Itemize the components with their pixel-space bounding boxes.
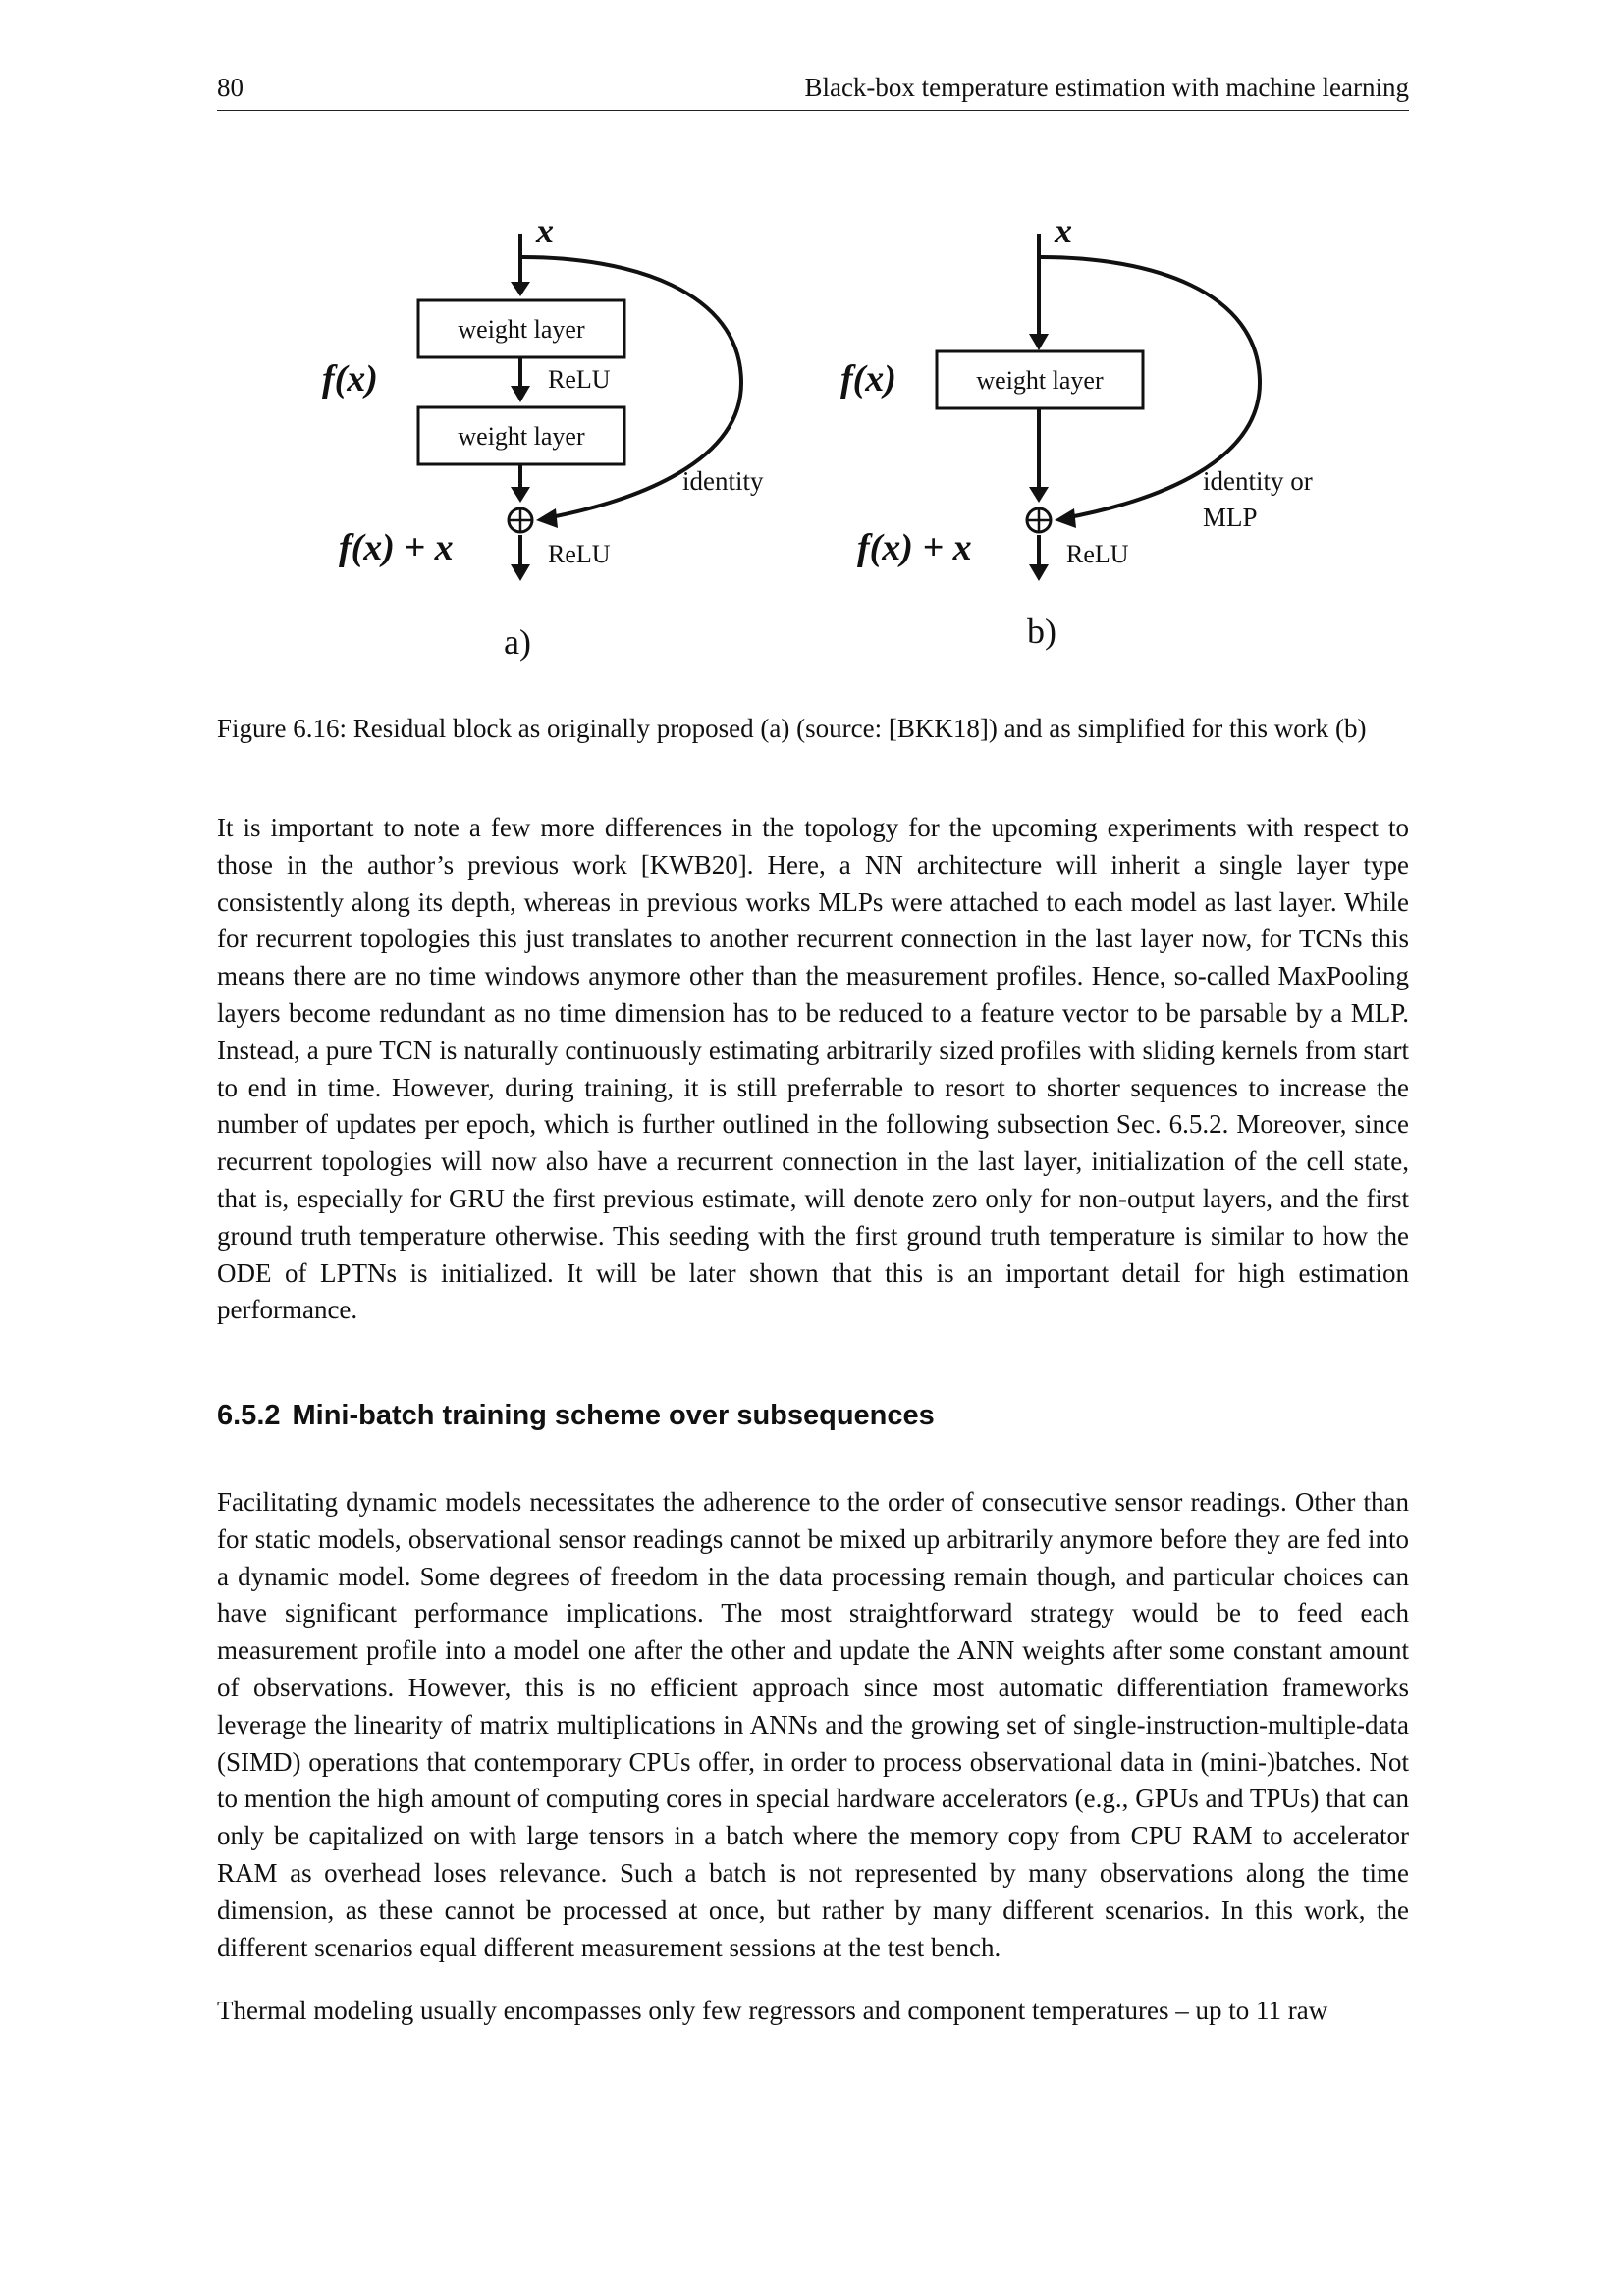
panel-a-relu-output: ReLU (548, 540, 611, 568)
panel-a (322, 211, 764, 662)
panel-a-sum-label: f(x) + x (339, 527, 454, 568)
section-heading (217, 1400, 935, 1432)
panel-b-label: b) (1027, 612, 1056, 651)
running-title: Black-box temperature estimation with machine learning (804, 73, 1409, 102)
body-paragraph-3: Thermal modeling usually encompasses only few regressors and component temperatures – up to 11 raw (217, 1996, 1328, 2025)
body-paragraph-2: Facilitating dynamic models necessitates the adherence to the order of consecutive sensor readings. Other than for static models, observational sensor readings cannot be mixed up arbitrarily anymore before they are fed into a dynamic model. Some degrees of freedom in the data processing remain though, and particular choices can have significant performance implications. The most straightforward strategy would be to feed each measurement profile into a model one after the other and update the ANN weights after some constant amount of observations. However, this is no efficient approach since most automatic differentiation frameworks leverage the linearity of matrix multiplications in ANNs and the growing set of single-instruction-multiple-data (SIMD) operations that contemporary CPUs offer, in order to process observational data in (mini-)batches. Not to mention the high amount of computing cores in special hardware accelerators (e.g., GPUs and TPUs) that can only be capitalized on with large tensors in a batch where the memory copy from CPU RAM to accelerator RAM as overhead loses relevance. Such a batch is not represented by many observations along the time dimension, as these cannot be processed at once, but rather by many different scenarios. In this work, the different scenarios equal different measurement sessions at the test bench. (217, 1487, 1409, 1962)
page-number: 80 (217, 73, 244, 102)
panel-b-relu-output: ReLU (1066, 540, 1129, 568)
panel-b-weight-layer-label: weight layer (976, 366, 1104, 395)
panel-b-sum-label: f(x) + x (857, 527, 972, 568)
panel-b (840, 211, 1313, 651)
panel-a-input-label: x (536, 211, 554, 250)
section-title: Mini-batch training scheme over subsequences (292, 1400, 935, 1431)
body-paragraph-1: It is important to note a few more differences in the topology for the upcoming experiments with respect to those in the author’s previous work [KWB20]. Here, a NN architecture will inherit a single layer type consistently along its depth, whereas in previous works MLPs were attached to each model as last layer. While for recurrent topologies this just translates to another recurrent connection in the last layer now, for TCNs this means there are no time windows anymore other than the measurement profiles. Hence, so-called MaxPooling layers become redundant as no time dimension has to be reduced to a feature vector to be parsable by a MLP. Instead, a pure TCN is naturally continuously estimating arbitrarily sized profiles with sliding kernels from start to end in time. However, during training, it is still preferrable to resort to shorter sequences to increase the number of updates per epoch, which is further outlined in the following subsection Sec. 6.5.2. Moreover, since recurrent topologies will now also have a recurrent connection in the last layer, initialization of the cell state, that is, especially for GRU the first previous estimate, will denote zero only for non-output layers, and the first ground truth temperature otherwise. This seeding with the first ground truth temperature is similar to how the ODE of LPTNs is initialized. It will be later shown that this is an important detail for high estimation performance. (217, 813, 1409, 1325)
panel-b-input-label: x (1055, 211, 1072, 250)
panel-a-weight-layer-1-label: weight layer (458, 315, 585, 344)
panel-a-identity-label: identity (682, 466, 764, 496)
section-number: 6.5.2 (217, 1400, 281, 1431)
panel-b-identity-label-line2: MLP (1203, 503, 1258, 532)
residual-block-figure (0, 0, 1624, 687)
panel-b-identity-label-line1: identity or (1203, 466, 1313, 496)
figure-caption: Figure 6.16: Residual block as originally proposed (a) (source: [BKK18]) and as simplified for this work (b) (217, 714, 1367, 743)
panel-b-fx-label: f(x) (840, 358, 896, 400)
panel-a-fx-label: f(x) (322, 358, 378, 400)
panel-a-relu-middle: ReLU (548, 365, 611, 394)
panel-a-label: a) (504, 622, 531, 662)
panel-a-weight-layer-2-label: weight layer (458, 422, 585, 451)
